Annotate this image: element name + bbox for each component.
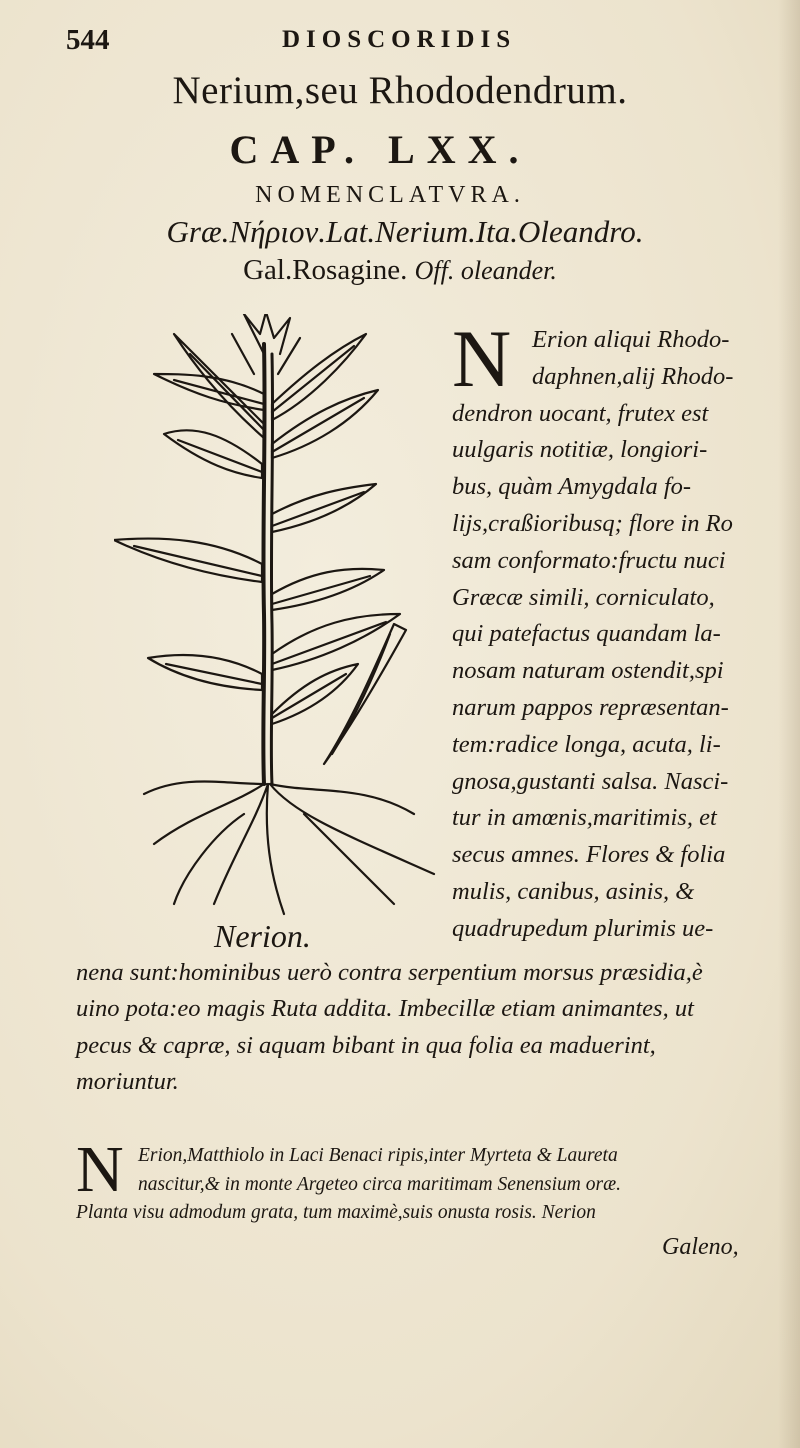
main-text-full-width	[76, 955, 776, 1100]
annotation-line: Planta visu admodum grata, tum maximè,suis onusta rosis. Nerion	[76, 1202, 596, 1223]
text-line: dendron uocant, frutex est	[452, 399, 709, 427]
text-line: secus amnes. Flores & folia	[452, 841, 726, 869]
text-line: tur in amœnis,maritimis, et	[452, 804, 717, 832]
text-line: bus, quàm Amygdala fo-	[452, 473, 692, 501]
chapter-number: CAP. LXX.	[229, 127, 531, 172]
main-text-column	[452, 313, 798, 948]
annotation-drop-cap: N	[76, 1133, 124, 1206]
text-line: pecus & capræ, si aquam bibant in qua folia ea maduerint,	[76, 1031, 656, 1059]
annotation-line: Erion,Matthiolo in Laci Benaci ripis,inter Myrteta & Laureta	[138, 1145, 618, 1166]
annotation-paragraph	[76, 1133, 776, 1228]
text-line: daphnen,alij Rhodo-	[532, 362, 734, 390]
text-line: nena sunt:hominibus uerò contra serpentium morsus præsidia,è	[76, 959, 703, 986]
synonyms-line-2	[0, 254, 800, 287]
synonyms-french: Gal.Rosagine.	[243, 254, 408, 286]
text-line: uino pota:eo magis Ruta addita. Imbecillæ etiam animantes, ut	[76, 995, 694, 1023]
synonyms-officinal: Off. oleander.	[414, 256, 557, 285]
text-line: Erion aliqui Rhodo-	[532, 326, 730, 353]
annotation-line: nascitur,& in monte Argeteo circa maritimam Senensium oræ.	[138, 1173, 621, 1195]
text-line: lijs,craßioribusq; flore in Ro	[452, 509, 733, 537]
oleander-woodcut-illustration	[114, 314, 448, 924]
illustration-caption: Nerion.	[214, 918, 311, 954]
text-line: uulgaris notitiæ, longiori-	[452, 436, 708, 464]
synonyms-line-1: Græ.Νήριον.Lat.Nerium.Ita.Oleandro.	[166, 214, 644, 249]
text-line: quadrupedum plurimis ue-	[452, 914, 714, 942]
text-line: qui patefactus quandam la-	[452, 620, 721, 648]
running-title: DIOSCORIDIS	[282, 26, 517, 53]
section-heading: NOMENCLATVRA.	[255, 182, 525, 208]
page-number: 544	[66, 24, 110, 56]
text-line: moriuntur.	[76, 1067, 179, 1095]
text-line: tem:radice longa, acuta, li-	[452, 730, 721, 758]
text-line: mulis, canibus, asinis, &	[452, 877, 695, 905]
text-line: Græcæ simili, corniculato,	[452, 583, 715, 611]
text-line: gnosa,gustanti salsa. Nasci-	[452, 767, 729, 795]
text-line: narum pappos repræsentan-	[452, 693, 729, 721]
drop-cap-initial: N	[452, 313, 512, 404]
text-line: sam conformato:fructu nuci	[452, 546, 726, 574]
catchword: Galeno,	[662, 1234, 739, 1260]
page-header	[66, 24, 586, 64]
text-line: nosam naturam ostendit,spi	[452, 657, 724, 685]
chapter-title: Nerium,seu Rhododendrum.	[172, 69, 628, 112]
